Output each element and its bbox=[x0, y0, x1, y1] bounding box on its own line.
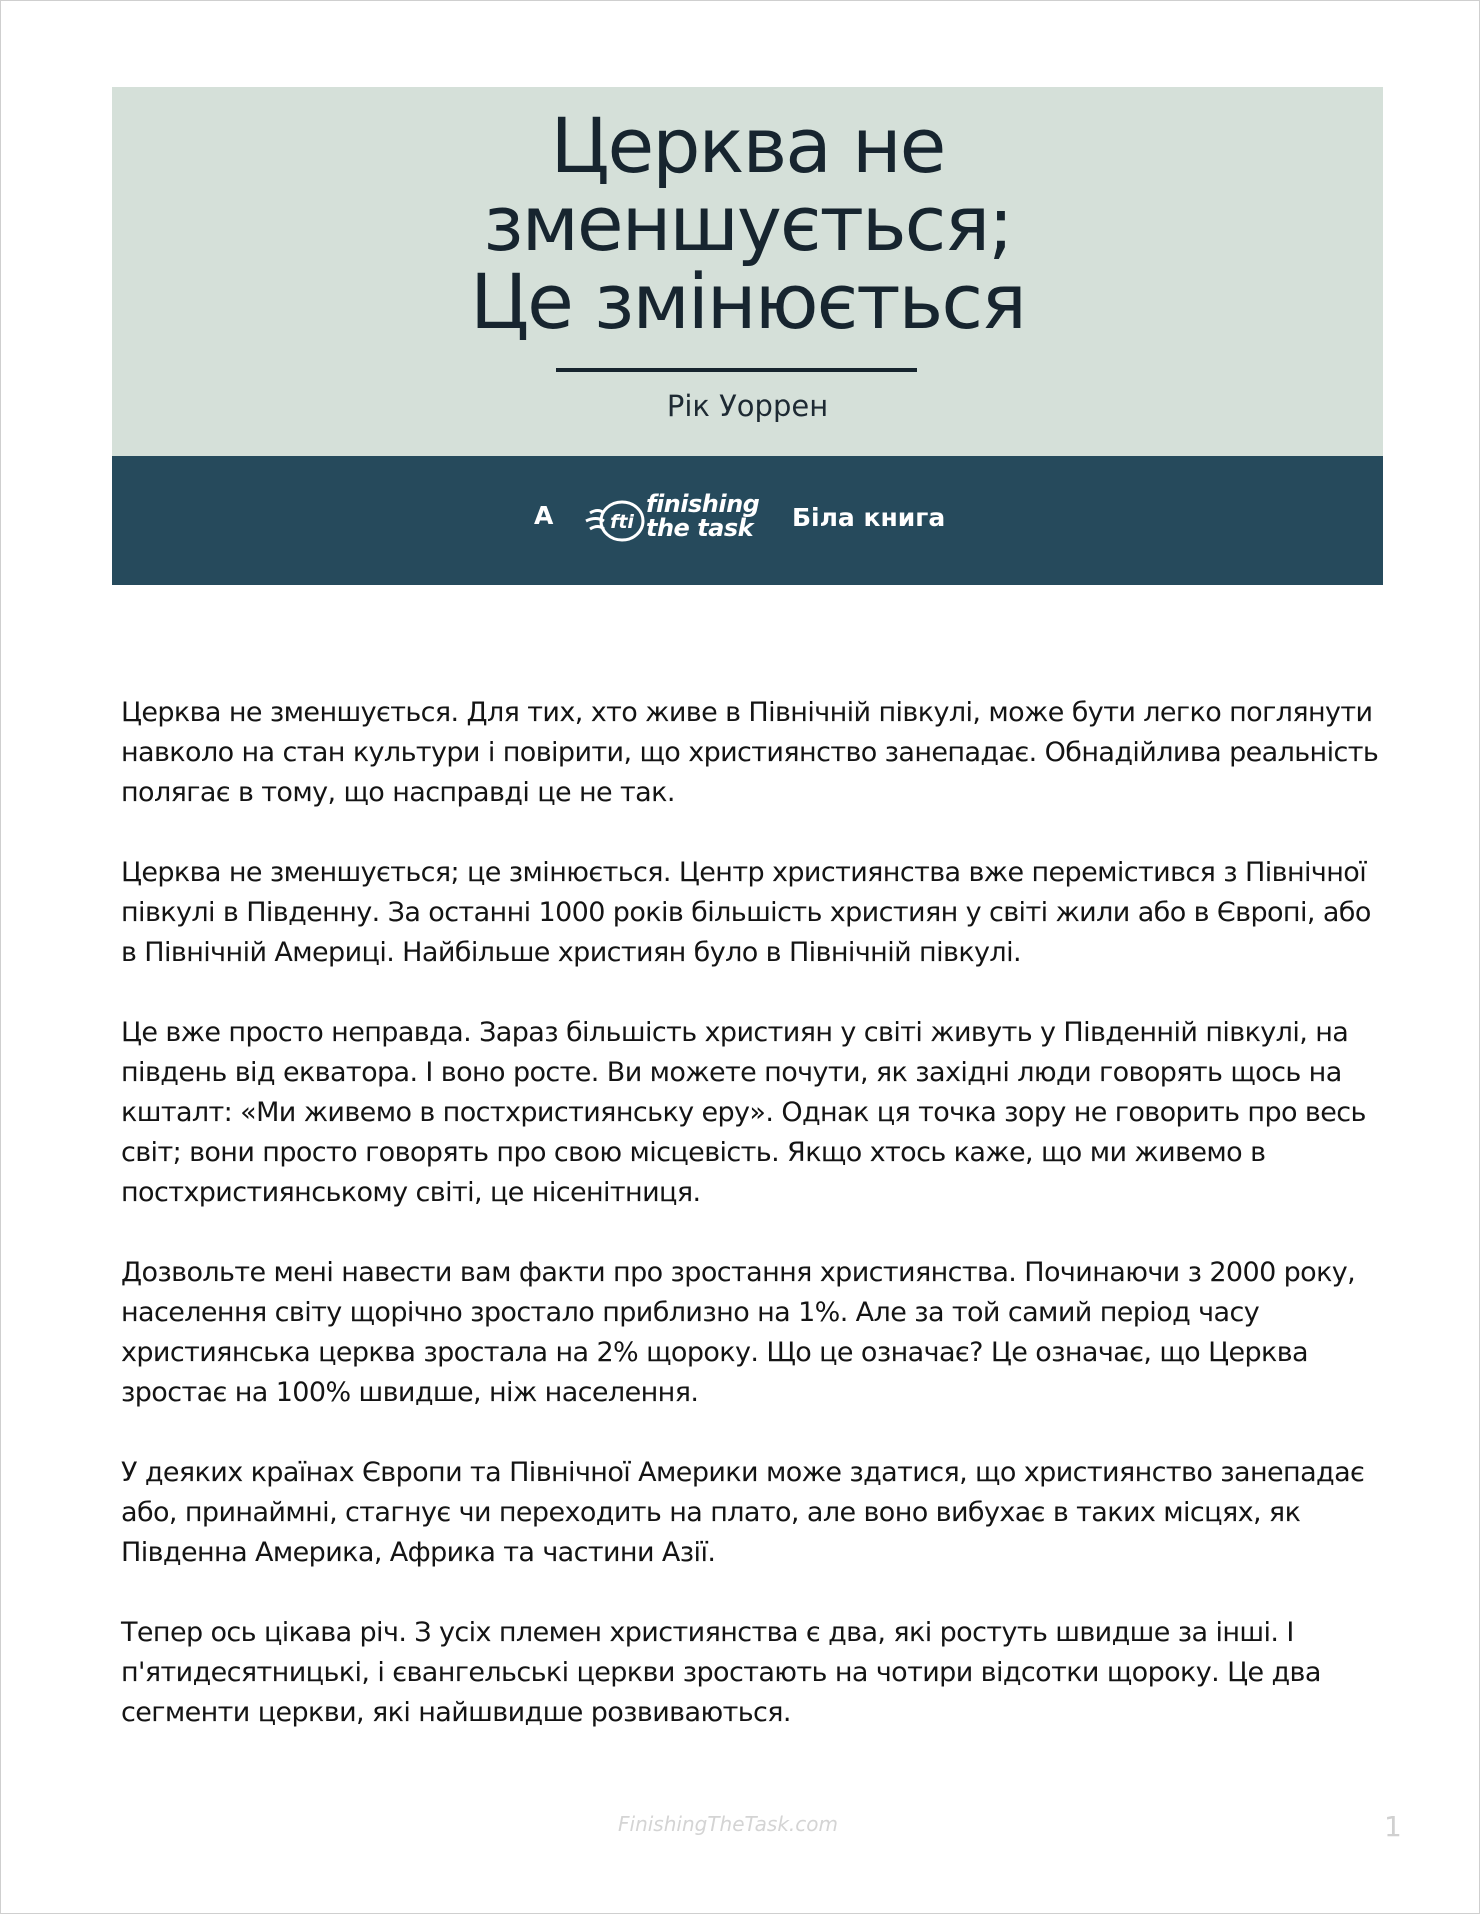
title-banner bbox=[112, 87, 1383, 456]
paragraph-2: Церква не зменшується; це змінюється. Центр християнства вже перемістився з Північної півкулі в Південну. За останні 1000 років більшість християн у світі жили або в Європі, або в Північній Америці. Найбільше християн було в Північній півкулі. bbox=[121, 857, 1371, 968]
title-line-2: зменшується; bbox=[483, 179, 1012, 268]
author-name: Рік Уоррен bbox=[666, 389, 829, 423]
logo-line-2: the task bbox=[646, 514, 754, 542]
paragraph-1: Церква не зменшується. Для тих, хто живе в Північній півкулі, може бути легко поглянути навколо на стан культури і повірити, що християнство занепадає. Обнадійлива реальність полягає в тому, що насправді це не так. bbox=[121, 697, 1379, 808]
fti-logo-icon bbox=[582, 497, 646, 545]
page-number: 1 bbox=[1384, 1810, 1402, 1843]
title-line-1: Церква не bbox=[550, 101, 945, 190]
logo-wordmark bbox=[646, 492, 759, 540]
brand-banner bbox=[112, 456, 1383, 585]
footer-url: FinishingTheTask.com bbox=[618, 1812, 838, 1836]
title-line-3: Це змінюється bbox=[470, 257, 1025, 346]
page-title bbox=[112, 101, 1383, 346]
logo-line-1: finishing bbox=[646, 490, 760, 518]
article-body bbox=[121, 693, 1391, 1773]
brand-prefix: A bbox=[534, 501, 554, 530]
paragraph-3: Це вже просто неправда. Зараз більшість християн у світі живуть у Південній півкулі, на південь від екватора. І воно росте. Ви можете почути, як західні люди говорять щось на кшталт: «Ми живемо в постхристиянську еру». Однак ця точка зору не говорить про весь світ; вони просто говорять про свою місцевість. Якщо хтось каже, що ми живемо в постхристиянському світі, це нісенітниця. bbox=[121, 1017, 1366, 1208]
paragraph-4: Дозвольте мені навести вам факти про зростання християнства. Починаючи з 2000 року, населення світу щорічно зростало приблизно на 1%. Але за той самий період часу християнська церква зростала на 2% щороку. Що це означає? Це означає, що Церква зростає на 100% швидше, ніж населення. bbox=[121, 1257, 1356, 1408]
title-divider bbox=[556, 368, 917, 372]
finishing-the-task-logo bbox=[582, 492, 762, 548]
paragraph-5: У деяких країнах Європи та Північної Америки може здатися, що християнство занепадає або, принаймні, стагнує чи переходить на плато, але воно вибухає в таких місцях, як Південна Америка, Африка та частини Азії. bbox=[121, 1457, 1365, 1568]
logo-mark-text: fti bbox=[610, 511, 634, 533]
paragraph-6: Тепер ось цікава річ. З усіх племен християнства є два, які ростуть швидше за інші. І п'ятидесятницькі, і євангельські церкви зростають на чотири відсотки щороку. Це два сегменти церкви, які найшвидше розвиваються. bbox=[121, 1617, 1321, 1728]
document-type-label: Біла книга bbox=[792, 503, 946, 532]
